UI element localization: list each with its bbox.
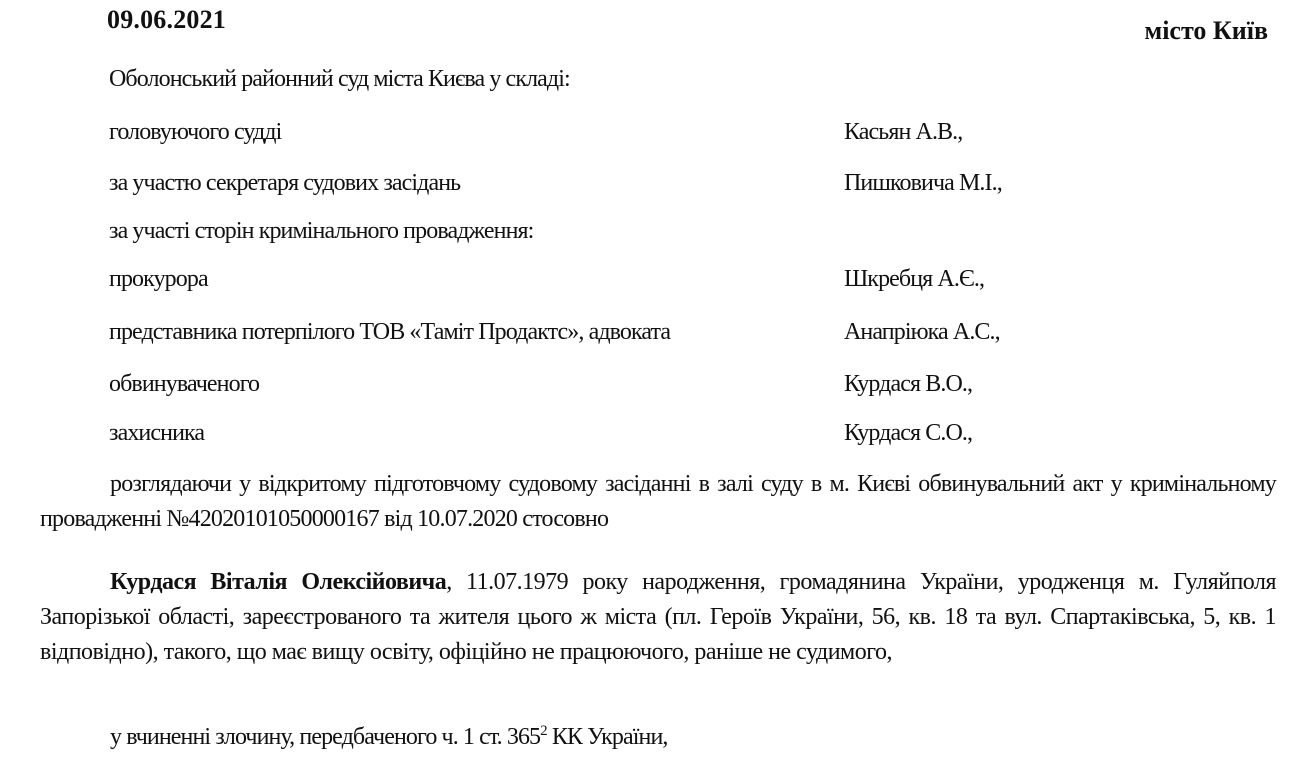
charge-line — [110, 724, 668, 751]
court-composition-text: Оболонський районний суд міста Києва у складі: — [109, 66, 570, 92]
participant-row — [0, 218, 1300, 258]
participant-name: Курдася С.О., — [844, 420, 973, 446]
participant-role: прокурора — [109, 266, 208, 292]
participant-name: Шкребця А.Є., — [844, 266, 985, 292]
court-composition-line — [0, 66, 1300, 106]
participant-role: за участю секретаря судових засідань — [109, 170, 461, 196]
accused-details: , 11.07.1979 року народження, громадянина України, уродженця м. Гуляйполя Запорізької області, зареєстрованого та жителя цього ж міста (пл. Героїв України, 56, кв. 18 та вул. Спартаківська, 5, кв. 1 відповідно), такого, що має вищу освіту, офіційно не працюючого, раніше не судимого, — [40, 569, 1277, 665]
participant-role: обвинуваченого — [109, 371, 260, 397]
participant-role: захисника — [109, 420, 205, 446]
document-city: місто Київ — [1144, 16, 1268, 45]
accused-paragraph — [40, 565, 1276, 670]
participant-name: Касьян А.В., — [844, 119, 963, 145]
participant-role: за участі сторін кримінального провадження: — [109, 218, 534, 244]
document-date: 09.06.2021 — [107, 5, 226, 34]
participant-role: представника потерпілого ТОВ «Таміт Продактс», адвоката — [109, 319, 671, 345]
considering-paragraph — [40, 467, 1276, 537]
participant-name: Курдася В.О., — [844, 371, 973, 397]
accused-name: Курдася Віталія Олексійовича — [110, 569, 447, 595]
participant-row — [0, 119, 1300, 159]
participant-role: головуючого судді — [109, 119, 282, 145]
participant-row — [0, 319, 1300, 359]
participant-name: Анапріюка А.С., — [844, 319, 1000, 345]
participant-row — [0, 266, 1300, 306]
participant-row — [0, 420, 1300, 460]
charge-superscript: 2 — [540, 723, 547, 739]
charge-prefix: у вчиненні злочину, передбаченого ч. 1 ст. 365 — [110, 724, 541, 750]
considering-text: розглядаючи у відкритому підготовчому судовому засіданні в залі суду в м. Києві обвинувальний акт у кримінальному провадженні №42020101050000167 від 10.07.2020 стосовно — [40, 471, 1276, 532]
participant-row — [0, 371, 1300, 411]
participant-name: Пишковича М.І., — [844, 170, 1002, 196]
participant-row — [0, 170, 1300, 210]
charge-suffix: КК України, — [546, 724, 668, 750]
